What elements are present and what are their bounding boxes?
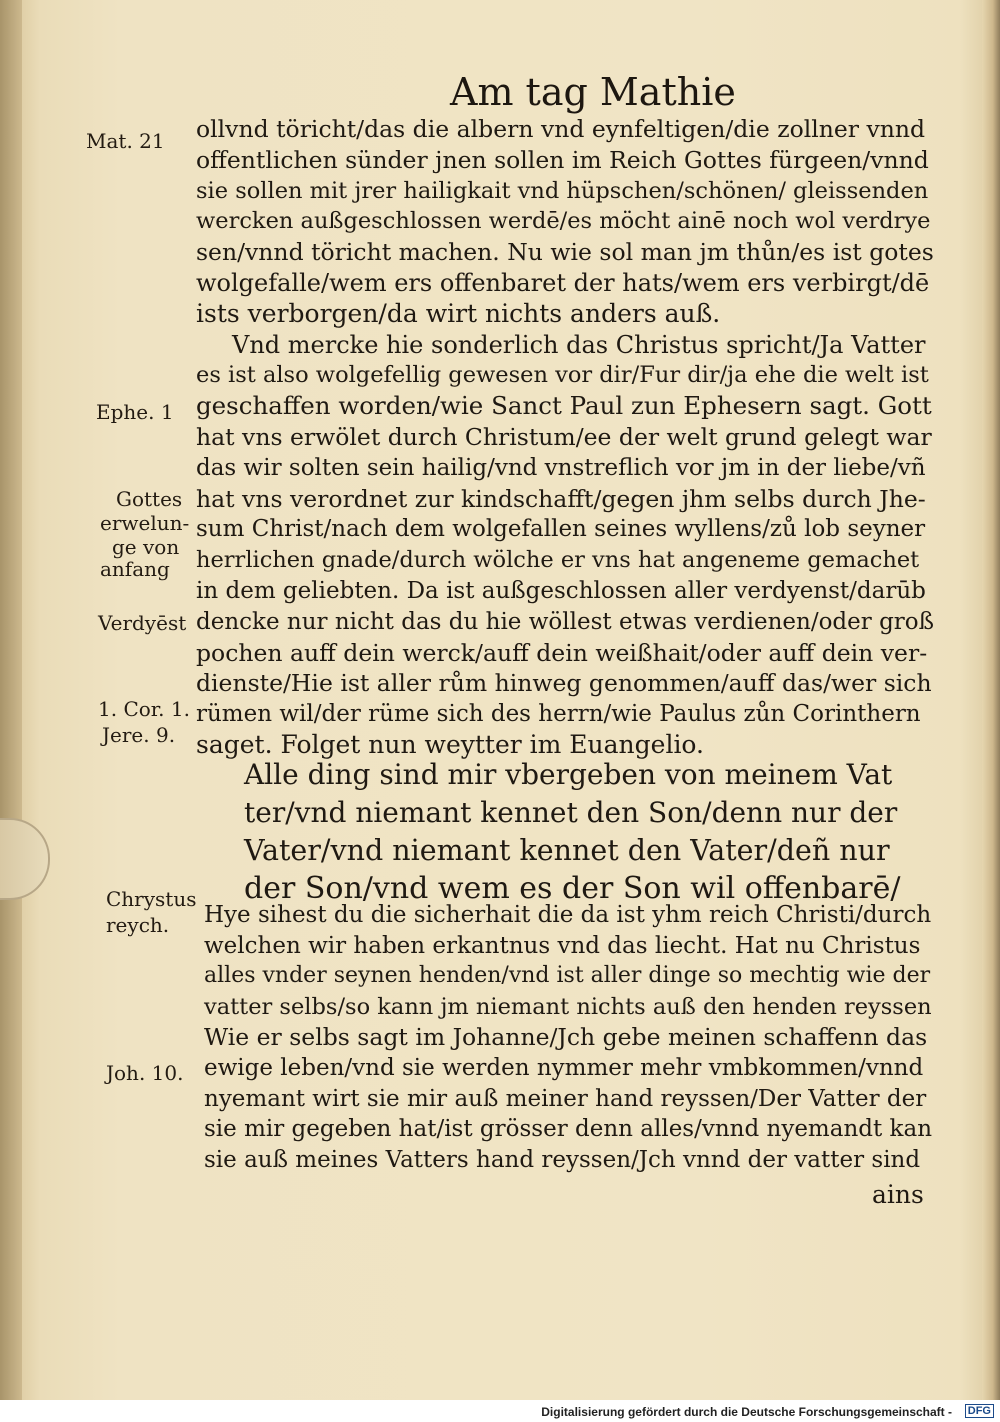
text-line: Hye sihest du die sicherhait die da ist yhm reich Christi/durch xyxy=(204,902,932,928)
catchword: ains xyxy=(872,1180,924,1209)
text-line: in dem geliebten. Da ist außgeschlossen aller verdyenst/darūb xyxy=(196,578,926,604)
text-line: geschaffen worden/wie Sanct Paul zun Ephesern sagt. Gott xyxy=(196,391,932,421)
footer-bar xyxy=(0,1400,1000,1422)
margin-note-christus-1: Chrystus xyxy=(106,887,197,911)
margin-note-joh: Joh. 10. xyxy=(106,1061,184,1085)
text-line: hat vns erwölet durch Christum/ee der welt grund gelegt war xyxy=(196,423,932,451)
text-line: alles vnder seynen henden/vnd ist aller dinge so mechtig wie der xyxy=(204,963,931,989)
gospel-line: Vater/vnd niemant kennet den Vater/deñ nur xyxy=(244,834,890,867)
book-spine xyxy=(0,0,22,1400)
text-line: hat vns verordnet zur kindschafft/gegen jhm selbs durch Jhe- xyxy=(196,484,926,513)
margin-note-cor: 1. Cor. 1. xyxy=(98,697,190,721)
text-line: dencke nur nicht das du hie wöllest etwas verdienen/oder groß xyxy=(196,608,934,635)
gospel-line: ter/vnd niemant kennet den Son/denn nur der xyxy=(244,796,898,829)
text-line: wolgefalle/wem ers offenbaret der hats/wem ers verbirgt/dē xyxy=(196,269,930,297)
margin-note-gottes-3: ge von xyxy=(112,535,180,559)
margin-note-jere: Jere. 9. xyxy=(102,723,176,747)
text-line: sen/vnnd töricht machen. Nu wie sol man jm thůn/es ist gotes xyxy=(196,238,934,267)
text-line: nyemant wirt sie mir auß meiner hand reyssen/Der Vatter der xyxy=(204,1085,927,1112)
text-line: pochen auff dein werck/auff dein weißhait/oder auff dein ver- xyxy=(196,638,928,667)
text-line: herrlichen gnade/durch wölche er vns hat angeneme gemachet xyxy=(196,547,920,574)
margin-note-christus-2: reych. xyxy=(106,913,170,937)
text-line: ewige leben/vnd sie werden nymmer mehr vmbkommen/vnnd xyxy=(204,1055,924,1081)
text-line: Vnd mercke hie sonderlich das Christus spricht/Ja Vatter xyxy=(232,330,926,359)
text-line: es ist also wolgefellig gewesen vor dir/Fur dir/ja ehe die welt ist xyxy=(196,362,929,389)
text-line: wercken außgeschlossen werdē/es möcht ainē noch wol verdrye xyxy=(196,208,931,235)
text-line: dienste/Hie ist aller rům hinweg genommen/auff das/wer sich xyxy=(196,669,932,698)
footer-credit: Digitalisierung gefördert durch die Deutsche Forschungsgemeinschaft - xyxy=(541,1405,952,1419)
text-line: Wie er selbs sagt im Johanne/Jch gebe meinen schaffenn das xyxy=(204,1023,928,1052)
margin-note-gottes-4: anfang xyxy=(100,557,170,581)
text-line: offentlichen sünder jnen sollen im Reich Gottes fürgeen/vnnd xyxy=(196,145,929,174)
text-line: vatter selbs/so kann jm niemant nichts auß den henden reyssen xyxy=(204,993,932,1020)
margin-note-verdyest: Verdyēst xyxy=(98,611,187,635)
margin-note-gottes-1: Gottes xyxy=(116,487,183,511)
dfg-logo: DFG xyxy=(965,1404,994,1418)
gospel-line: der Son/vnd wem es der Son wil offenbarē/ xyxy=(244,871,901,906)
margin-note-mat: Mat. 21 xyxy=(86,129,165,153)
text-line: welchen wir haben erkantnus vnd das liecht. Hat nu Christus xyxy=(204,932,921,959)
text-line: sum Christ/nach dem wolgefallen seines wyllens/zů lob seyner xyxy=(196,516,926,543)
text-line: ists verborgen/da wirt nichts anders auß. xyxy=(196,298,721,328)
text-line: sie mir gegeben hat/ist grösser denn alles/vnnd nyemandt kan xyxy=(204,1116,933,1143)
page-header: Am tag Mathie xyxy=(450,70,736,114)
gospel-line: Alle ding sind mir vbergeben von meinem Vat xyxy=(244,758,893,791)
text-line: saget. Folget nun weytter im Euangelio. xyxy=(196,730,704,759)
text-line: sie auß meines Vatters hand reyssen/Jch vnnd der vatter sind xyxy=(204,1146,921,1173)
page-edge xyxy=(982,0,1000,1400)
text-line: ollvnd töricht/das die albern vnd eynfeltigen/die zollner vnnd xyxy=(196,115,926,143)
text-line: das wir solten sein hailig/vnd vnstreflich vor jm in der liebe/vñ xyxy=(196,454,926,481)
text-line: sie sollen mit jrer hailigkait vnd hüpschen/schönen/ gleissenden xyxy=(196,177,929,204)
margin-note-ephe: Ephe. 1 xyxy=(96,400,174,424)
margin-note-gottes-2: erwelun- xyxy=(100,511,190,535)
text-line: rümen wil/der rüme sich des herrn/wie Paulus zůn Corinthern xyxy=(196,701,921,728)
book-clasp xyxy=(0,818,50,900)
